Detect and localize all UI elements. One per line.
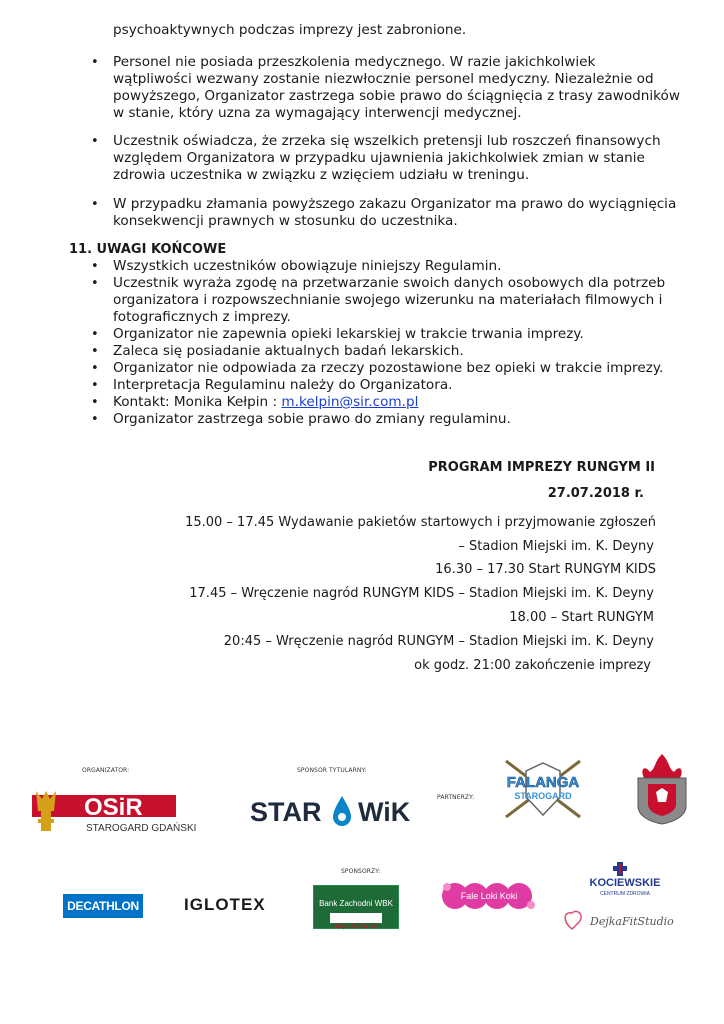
program-line: 15.00 – 17.45 Wydawanie pakietów startowych i przyjmowanie zgłoszeń [185,515,656,530]
bullet-text-line: powyższego, Organizator zastrzega sobie prawo do ściągnięcia z trasy zawodników [113,88,680,104]
kociewskie-logo [578,862,672,898]
bullet-text-line: Interpretacja Regulaminu należy do Organizatora. [113,377,453,393]
bullet-text-line: W przypadku złamania powyższego zakazu Organizator ma prawo do wyciągnięcia [113,196,677,212]
program-line: ok godz. 21:00 zakończenie imprezy [414,658,651,673]
osir-logo-text: OSiR [84,794,143,821]
falanga-logo [500,757,586,823]
bzwbk-text: Bank Zachodni WBK [319,899,393,908]
title-sponsor-caption: SPONSOR TYTULARNY: [297,767,367,774]
bullet-text-line: zdrowia uczestnika w związku z wzięciem udziału w treningu. [113,167,530,183]
bullet-icon: • [91,55,99,70]
bullet-text-line: względem Organizatora w przypadku ujawnienia jakichkolwiek zmian w stanie [113,150,645,166]
top-text-line: psychoaktywnych podczas imprezy jest zabronione. [113,22,467,38]
contact-email-link[interactable]: m.kelpin@sir.com.pl [281,394,419,410]
contact-line [113,394,418,411]
section-heading: 11. UWAGI KOŃCOWE [69,242,227,257]
dejka-text: DejkaFitStudio [590,915,674,928]
faleloki-logo [441,879,537,913]
fire-brigade-emblem [630,752,694,826]
bullet-text-line: organizatora i rozpowszechnianie swojego wizerunku na materiałach filmowych i [113,292,663,308]
bullet-text-line: Organizator nie odpowiada za rzeczy pozostawione bez opieki w trakcie imprezy. [113,360,664,376]
bullet-text-line: fotograficznych z imprezy. [113,309,291,325]
bullet-text-line: Personel nie posiada przeszkolenia medycznego. W razie jakichkolwiek [113,54,596,70]
program-line: 18.00 – Start RUNGYM [509,610,654,625]
iglotex-text: IGLOTEX [184,895,266,914]
bullet-icon: • [91,378,99,393]
bzwbk-sub: Grupa Santander [332,924,380,930]
bullet-icon: • [91,344,99,359]
bullet-text-line: Zaleca się posiadanie aktualnych badań lekarskich. [113,343,464,359]
bullet-icon: • [91,327,99,342]
bullet-icon: • [91,361,99,376]
program-title: PROGRAM IMPREZY RUNGYM II [428,460,655,475]
bullet-text-line: Wszystkich uczestników obowiązuje niniejszy Regulamin. [113,258,502,274]
dejka-logo [562,905,672,935]
bullet-text-line: Uczestnik oświadcza, że zrzeka się wszelkich pretensji lub roszczeń finansowych [113,133,661,149]
kociewskie-text: KOCIEWSKIE [589,877,661,889]
kociewskie-sub: CENTRUM ZDROWIA [600,891,650,897]
falanga-name: FALANGA [506,774,580,791]
bullet-text-line: konsekwencji prawnych w stosunku do uczestnika. [113,213,458,229]
decathlon-logo [63,894,143,918]
falanga-sub: STAROGARD [514,791,572,801]
decathlon-text: DECATHLON [67,899,139,913]
contact-label: Kontakt: Monika Kełpin : [113,394,282,410]
osir-logo-sub: STAROGARD GDAŃSKI [86,823,197,834]
partners-caption: PARTNERZY: [437,794,475,801]
program-line: 20:45 – Wręczenie nagród RUNGYM – Stadion Miejski im. K. Deyny [223,634,654,649]
sponsors-caption: SPONSORZY: [341,868,381,875]
faleloki-text: Fale Loki Koki [460,891,518,901]
organizer-caption: ORGANIZATOR: [82,767,130,774]
program-line: 16.30 – 17.30 Start RUNGYM KIDS [435,562,656,577]
program-date: 27.07.2018 r. [547,486,644,501]
starwik-right: WiK [358,797,411,827]
osir-logo [32,789,197,837]
bullet-text-line: wątpliwości wezwany zostanie niezwłocznie personel medyczny. Niezależnie od [113,71,654,87]
bullet-icon: • [91,395,99,410]
bullet-text-line: Organizator zastrzega sobie prawo do zmiany regulaminu. [113,411,511,427]
program-line: – Stadion Miejski im. K. Deyny [458,539,654,554]
starwik-logo [250,790,418,830]
bullet-icon: • [91,134,99,149]
bzwbk-logo [313,885,399,929]
program-line: 17.45 – Wręczenie nagród RUNGYM KIDS – Stadion Miejski im. K. Deyny [189,586,654,601]
iglotex-logo [184,895,274,919]
starwik-left: STAR [250,797,322,827]
bullet-icon: • [91,276,99,291]
bullet-icon: • [91,197,99,212]
bullet-icon: • [91,259,99,274]
bullet-text-line: Organizator nie zapewnia opieki lekarskiej w trakcie trwania imprezy. [113,326,584,342]
bullet-icon: • [91,412,99,427]
bullet-text-line: Uczestnik wyraża zgodę na przetwarzanie swoich danych osobowych dla potrzeb [113,275,666,291]
bullet-text-line: w stanie, który uzna za wymagający interwencji medycznej. [113,105,522,121]
